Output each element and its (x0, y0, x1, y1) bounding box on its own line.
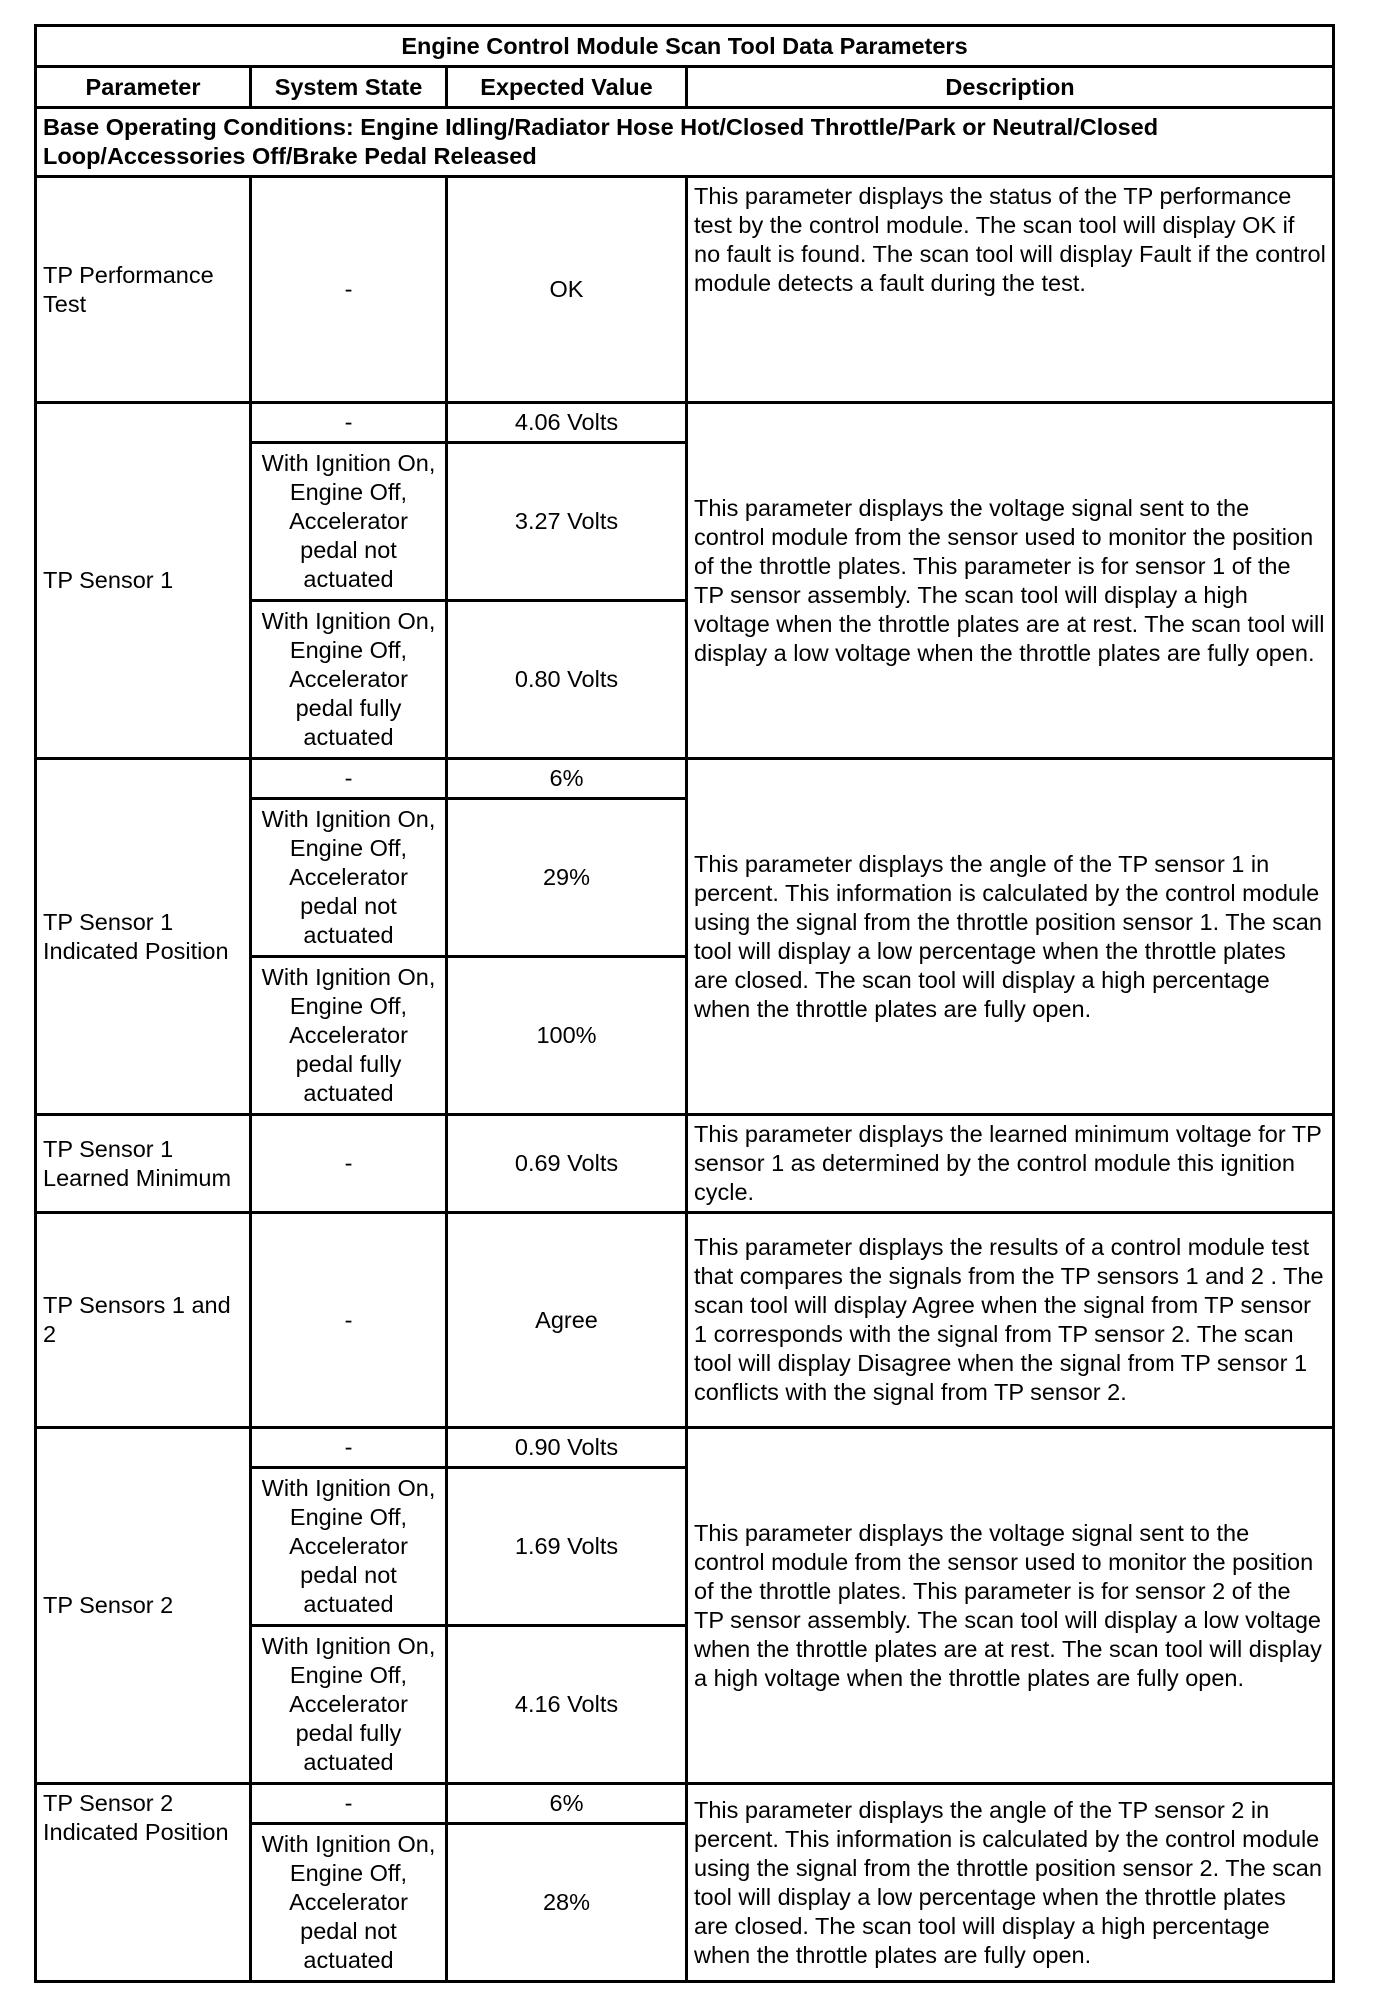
table-row (36, 1428, 1334, 1468)
table-row (36, 1213, 1334, 1428)
description-cell: This parameter displays the voltage signal sent to the control module from the sensor used to monitor the position of the throttle plates. This parameter is for sensor 2 of the TP sensor assembly. The scan tool will display a low voltage when the throttle plates are at rest. The scan tool will display a high voltage when the throttle plates are fully open. (687, 1428, 1334, 1784)
param-tp-sensor-2-indicated-position: TP Sensor 2 Indicated Position (36, 1784, 251, 1982)
header-description: Description (687, 67, 1334, 108)
value-cell: 6% (447, 1784, 687, 1824)
value-cell: OK (447, 177, 687, 403)
value-cell: 0.80 Volts (447, 601, 687, 759)
state-cell: - (251, 403, 447, 443)
state-cell: With Ignition On, Engine Off, Accelerator pedal not actuated (251, 443, 447, 601)
value-cell: 0.90 Volts (447, 1428, 687, 1468)
table-row (36, 177, 1334, 403)
description-cell: This parameter displays the angle of the TP sensor 1 in percent. This information is calculated by the control module using the signal from the throttle position sensor 1. The scan tool will display a low percentage when the throttle plates are closed. The scan tool will display a high percentage when the throttle plates are fully open. (687, 759, 1334, 1115)
value-cell: 3.27 Volts (447, 443, 687, 601)
state-cell: - (251, 759, 447, 799)
state-cell: With Ignition On, Engine Off, Accelerator pedal fully actuated (251, 601, 447, 759)
state-cell: - (251, 1213, 447, 1428)
table-row (36, 403, 1334, 443)
base-operating-conditions: Base Operating Conditions: Engine Idling/Radiator Hose Hot/Closed Throttle/Park or Neutral/Closed Loop/Accessories Off/Brake Pedal Released (36, 108, 1334, 177)
state-cell: With Ignition On, Engine Off, Accelerator pedal fully actuated (251, 957, 447, 1115)
header-parameter: Parameter (36, 67, 251, 108)
state-cell: With Ignition On, Engine Off, Accelerator pedal not actuated (251, 799, 447, 957)
value-cell: 1.69 Volts (447, 1468, 687, 1626)
value-cell: Agree (447, 1213, 687, 1428)
param-tp-sensor-1: TP Sensor 1 (36, 403, 251, 759)
value-cell: 100% (447, 957, 687, 1115)
description-cell: This parameter displays the voltage signal sent to the control module from the sensor used to monitor the position of the throttle plates. This parameter is for sensor 1 of the TP sensor assembly. The scan tool will display a high voltage when the throttle plates are at rest. The scan tool will display a low voltage when the throttle plates are fully open. (687, 403, 1334, 759)
state-cell: - (251, 1428, 447, 1468)
param-tp-sensor-2: TP Sensor 2 (36, 1428, 251, 1784)
scan-tool-data-table (34, 24, 1335, 1983)
value-cell: 0.69 Volts (447, 1115, 687, 1213)
state-cell: - (251, 1784, 447, 1824)
state-cell: - (251, 177, 447, 403)
conditions-row (36, 108, 1334, 177)
table-row (36, 1115, 1334, 1213)
header-system-state: System State (251, 67, 447, 108)
table-row (36, 759, 1334, 799)
description-cell: This parameter displays the angle of the TP sensor 2 in percent. This information is calculated by the control module using the signal from the throttle position sensor 2. The scan tool will display a low percentage when the throttle plates are closed. The scan tool will display a high percentage when the throttle plates are fully open. (687, 1784, 1334, 1982)
header-expected-value: Expected Value (447, 67, 687, 108)
description-cell: This parameter displays the results of a control module test that compares the signals from the TP sensors 1 and 2 . The scan tool will display Agree when the signal from TP sensor 1 corresponds with the signal from TP sensor 2. The scan tool will display Disagree when the signal from TP sensor 1 conflicts with the signal from TP sensor 2. (687, 1213, 1334, 1428)
table-row (36, 1784, 1334, 1824)
state-cell: With Ignition On, Engine Off, Accelerator pedal fully actuated (251, 1626, 447, 1784)
param-tp-sensors-1-and-2: TP Sensors 1 and 2 (36, 1213, 251, 1428)
state-cell: - (251, 1115, 447, 1213)
description-cell: This parameter displays the learned minimum voltage for TP sensor 1 as determined by the control module this ignition cycle. (687, 1115, 1334, 1213)
description-cell: This parameter displays the status of the TP performance test by the control module. The scan tool will display OK if no fault is found. The scan tool will display Fault if the control module detects a fault during the test. (687, 177, 1334, 403)
param-tp-sensor-1-learned-minimum: TP Sensor 1 Learned Minimum (36, 1115, 251, 1213)
title-row (36, 26, 1334, 67)
value-cell: 28% (447, 1824, 687, 1982)
param-tp-performance-test: TP Performance Test (36, 177, 251, 403)
state-cell: With Ignition On, Engine Off, Accelerator pedal not actuated (251, 1468, 447, 1626)
param-tp-sensor-1-indicated-position: TP Sensor 1 Indicated Position (36, 759, 251, 1115)
header-row (36, 67, 1334, 108)
state-cell: With Ignition On, Engine Off, Accelerator pedal not actuated (251, 1824, 447, 1982)
document (34, 24, 1332, 1983)
value-cell: 6% (447, 759, 687, 799)
value-cell: 29% (447, 799, 687, 957)
value-cell: 4.16 Volts (447, 1626, 687, 1784)
table-title: Engine Control Module Scan Tool Data Parameters (36, 26, 1334, 67)
value-cell: 4.06 Volts (447, 403, 687, 443)
